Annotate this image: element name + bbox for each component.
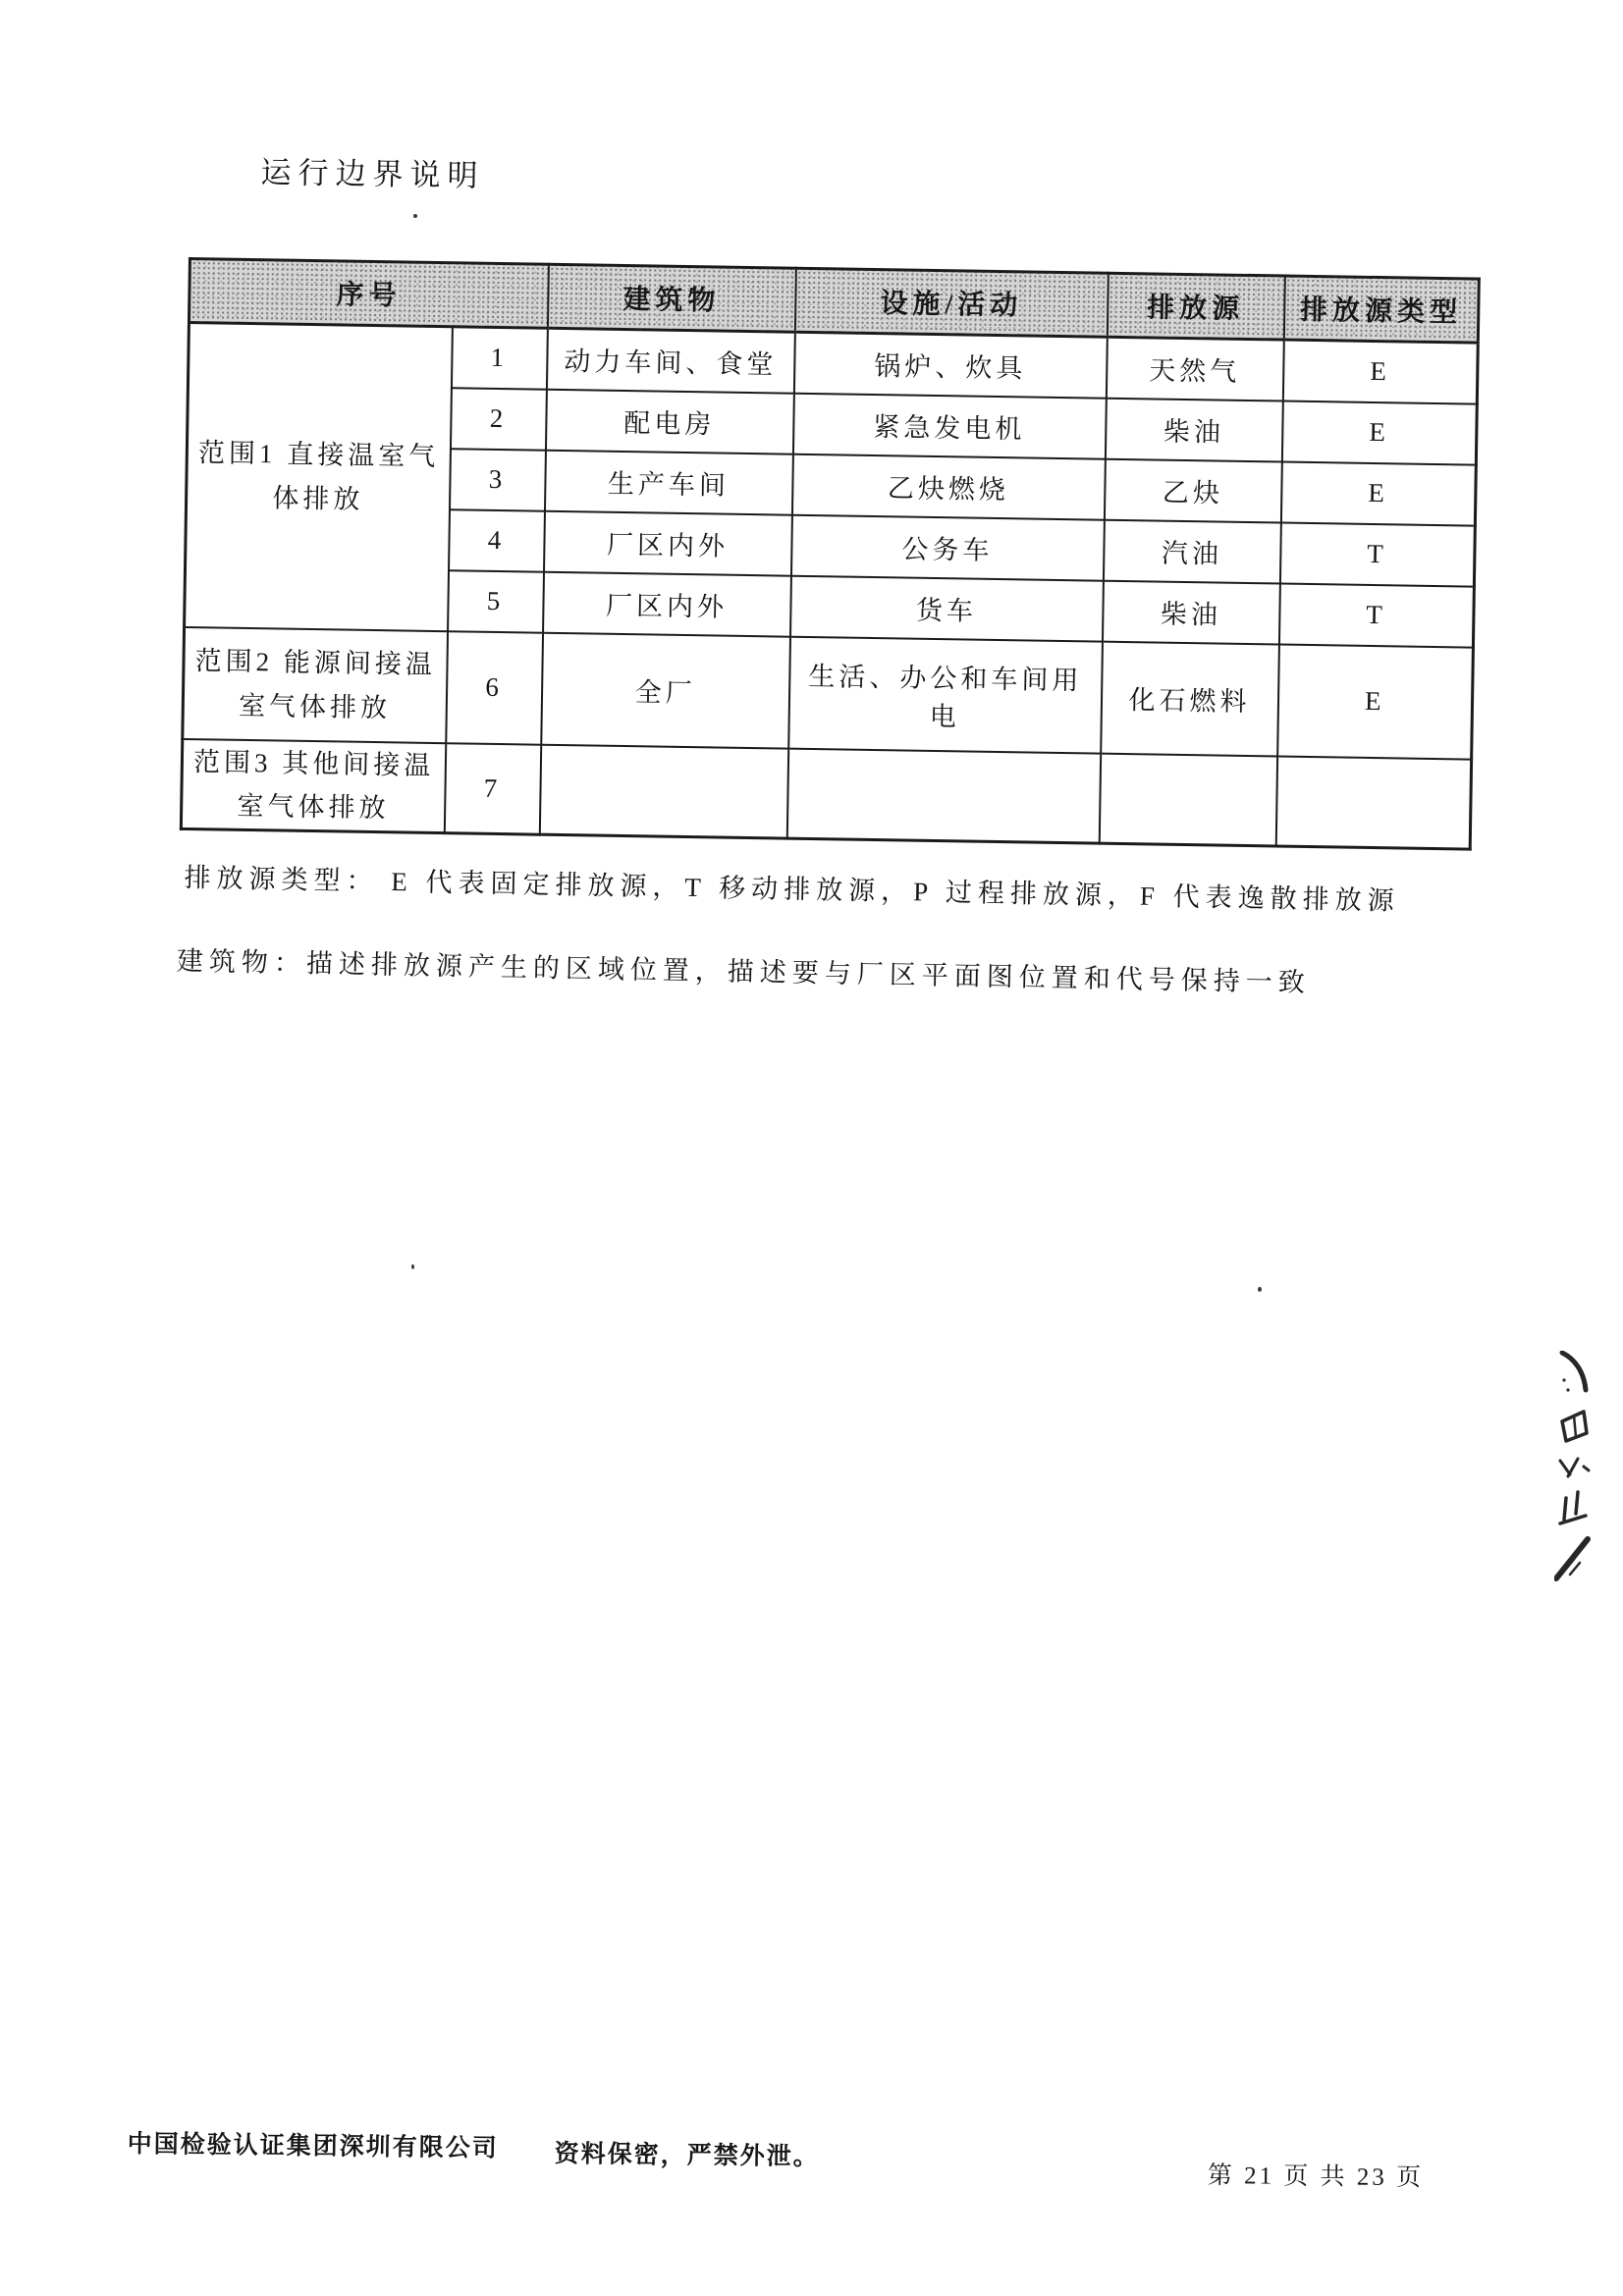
cell-no: 4 (449, 509, 545, 572)
cell-source-type: T (1278, 583, 1474, 647)
ink-speck (411, 1264, 414, 1269)
cell-no: 7 (444, 743, 540, 834)
cell-no: 1 (451, 327, 547, 390)
ink-speck (413, 214, 417, 218)
cell-building: 生产车间 (545, 450, 793, 514)
cell-source-type: E (1277, 644, 1474, 759)
note-building-definition: 建筑物：描述排放源产生的区域位置，描述要与厂区平面图位置和代号保持一致 (176, 945, 1312, 998)
table-container (180, 257, 1481, 850)
cell-facility: 生活、办公和车间用电 (788, 636, 1103, 753)
note-emission-source-types: 排放源类型： E 代表固定排放源，T 移动排放源，P 过程排放源，F 代表逸散排放源 (184, 862, 1400, 916)
footer-confidential-notice: 资料保密，严禁外泄。 (554, 2140, 820, 2171)
scope-2-label: 范围2 能源间接温室气体排放 (183, 626, 448, 742)
cell-source-type (1275, 756, 1471, 849)
cell-building: 厂区内外 (543, 571, 791, 636)
cell-building: 全厂 (541, 632, 790, 748)
cell-source: 天然气 (1106, 337, 1283, 400)
table-row (181, 738, 1471, 848)
cell-building: 厂区内外 (544, 510, 792, 575)
cell-facility: 乙炔燃烧 (791, 454, 1105, 519)
handwritten-mark (1554, 1351, 1594, 1586)
cell-facility: 锅炉、炊具 (793, 332, 1107, 398)
cell-no: 6 (446, 631, 543, 745)
cell-source: 乙炔 (1104, 458, 1281, 522)
cell-source-type: E (1282, 340, 1478, 403)
cell-source: 柴油 (1105, 398, 1282, 461)
header-source: 排放源 (1107, 273, 1284, 340)
cell-no: 5 (448, 570, 544, 633)
cell-facility (786, 748, 1100, 843)
cell-source-type: T (1279, 522, 1475, 586)
footer-company-name: 中国检验认证集团深圳有限公司 (127, 2130, 499, 2163)
scope-3-label: 范围3 其他间接温室气体排放 (181, 738, 445, 832)
cell-source: 汽油 (1103, 519, 1280, 583)
footer-page-number: 第 21 页 共 23 页 (1207, 2162, 1425, 2192)
cell-facility: 紧急发电机 (792, 393, 1106, 458)
cell-source-type: E (1280, 461, 1476, 525)
table-footnotes (176, 856, 1400, 1001)
ink-speck (1258, 1287, 1262, 1292)
cell-building (539, 744, 787, 838)
operating-boundary-table (180, 257, 1481, 850)
cell-source-type: E (1281, 400, 1477, 464)
cell-no: 2 (450, 388, 546, 451)
header-source-type: 排放源类型 (1283, 276, 1479, 343)
cell-facility: 公务车 (790, 514, 1104, 580)
cell-building: 动力车间、食堂 (546, 328, 794, 393)
header-facility: 设施/活动 (794, 268, 1108, 337)
page-title: 运行边界说明 (260, 154, 485, 193)
header-index: 序号 (189, 259, 548, 329)
header-building: 建筑物 (547, 264, 795, 332)
cell-building: 配电房 (545, 389, 793, 454)
scope-1-label: 范围1 直接温室气体排放 (185, 323, 453, 631)
cell-source: 化石燃料 (1101, 641, 1279, 756)
cell-source: 柴油 (1102, 580, 1279, 644)
cell-no: 3 (450, 449, 546, 511)
cell-facility: 货车 (790, 575, 1104, 641)
table-row (183, 626, 1474, 759)
cell-source (1099, 753, 1276, 845)
